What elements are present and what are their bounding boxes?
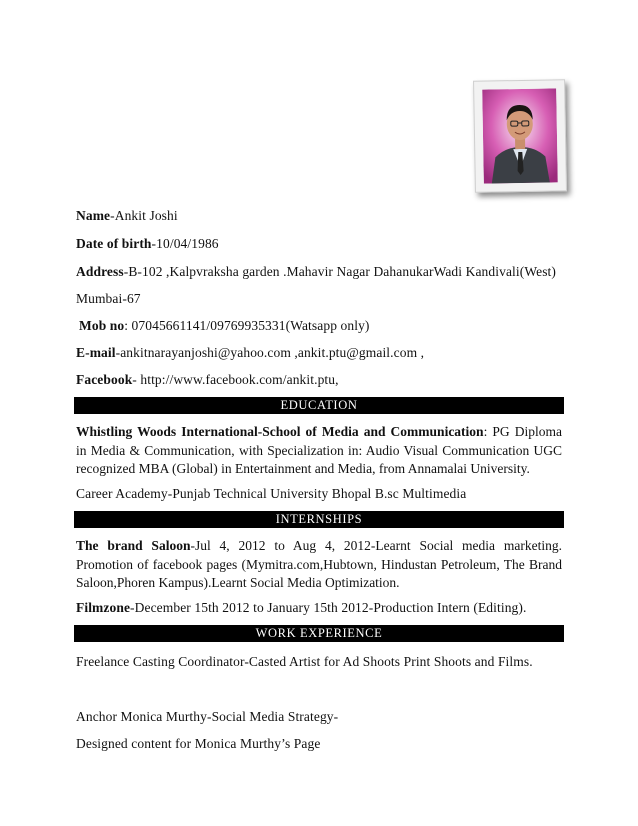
email-value: -ankitnarayanjoshi@yahoo.com ,ankit.ptu@gmail.com , — [115, 345, 425, 360]
profile-photo-image — [482, 88, 558, 183]
address-line-2: Mumbai-67 — [76, 291, 141, 306]
internship-item-2-text: -December 15th 2012 to January 15th 2012-Production Intern (Editing). — [130, 600, 527, 615]
email-label: E-mail — [76, 345, 116, 360]
facebook-label: Facebook — [76, 372, 133, 387]
education-item-whistling-woods — [76, 423, 562, 479]
internship-item-1-title: The brand Saloon — [76, 538, 191, 553]
facebook-line — [76, 372, 339, 388]
name-line — [76, 208, 178, 224]
mobile-value: : 07045661141/09769935331(Watsapp only) — [124, 318, 370, 333]
education-heading: EDUCATION — [74, 397, 564, 414]
address-label: Address — [76, 264, 124, 279]
email-line — [76, 345, 424, 361]
address-line — [76, 264, 556, 280]
education-item-career-academy: Career Academy-Punjab Technical University Bhopal B.sc Multimedia — [76, 486, 467, 501]
internship-item-1-text: -Jul 4, 2012 to Aug 4, 2012-Learnt Social media marketing. Promotion of facebook pages (Mymitra.com,Hubtown, Hindustan Petroleum, The Brand Saloon,Phoren Kampus).Learnt Social Media Optimization. — [76, 538, 562, 590]
facebook-value: - http://www.facebook.com/ankit.ptu, — [132, 372, 339, 387]
work-item-designed-content: Designed content for Monica Murthy’s Page — [76, 736, 321, 751]
work-item-casting: Freelance Casting Coordinator-Casted Artist for Ad Shoots Print Shoots and Films. — [76, 654, 533, 669]
internship-item-2-title: Filmzone — [76, 600, 131, 615]
mobile-line — [79, 318, 370, 334]
address-value: -B-102 ,Kalpvraksha garden .Mahavir Nagar DahanukarWadi Kandivali(West) — [123, 264, 556, 279]
dob-line — [76, 236, 219, 252]
profile-photo — [473, 79, 567, 193]
dob-label: Date of birth — [76, 236, 152, 251]
name-value: -Ankit Joshi — [110, 208, 178, 223]
internship-item-filmzone — [76, 600, 526, 616]
mobile-label: Mob no — [79, 318, 125, 333]
work-experience-heading: WORK EXPERIENCE — [74, 625, 564, 642]
education-item-1-text: : PG Diploma in Media & Communication, with Specialization in: Audio Visual Communication UGC recognized MBA (Global) in Entertainment and Media, from Annamalai University. — [76, 424, 562, 476]
work-item-anchor: Anchor Monica Murthy-Social Media Strategy- — [76, 709, 339, 724]
education-item-1-title: Whistling Woods International-School of Media and Communication — [76, 424, 484, 439]
dob-value: -10/04/1986 — [151, 236, 219, 251]
name-label: Name — [76, 208, 111, 223]
internship-item-brand-saloon — [76, 537, 562, 593]
internships-heading: INTERNSHIPS — [74, 511, 564, 528]
